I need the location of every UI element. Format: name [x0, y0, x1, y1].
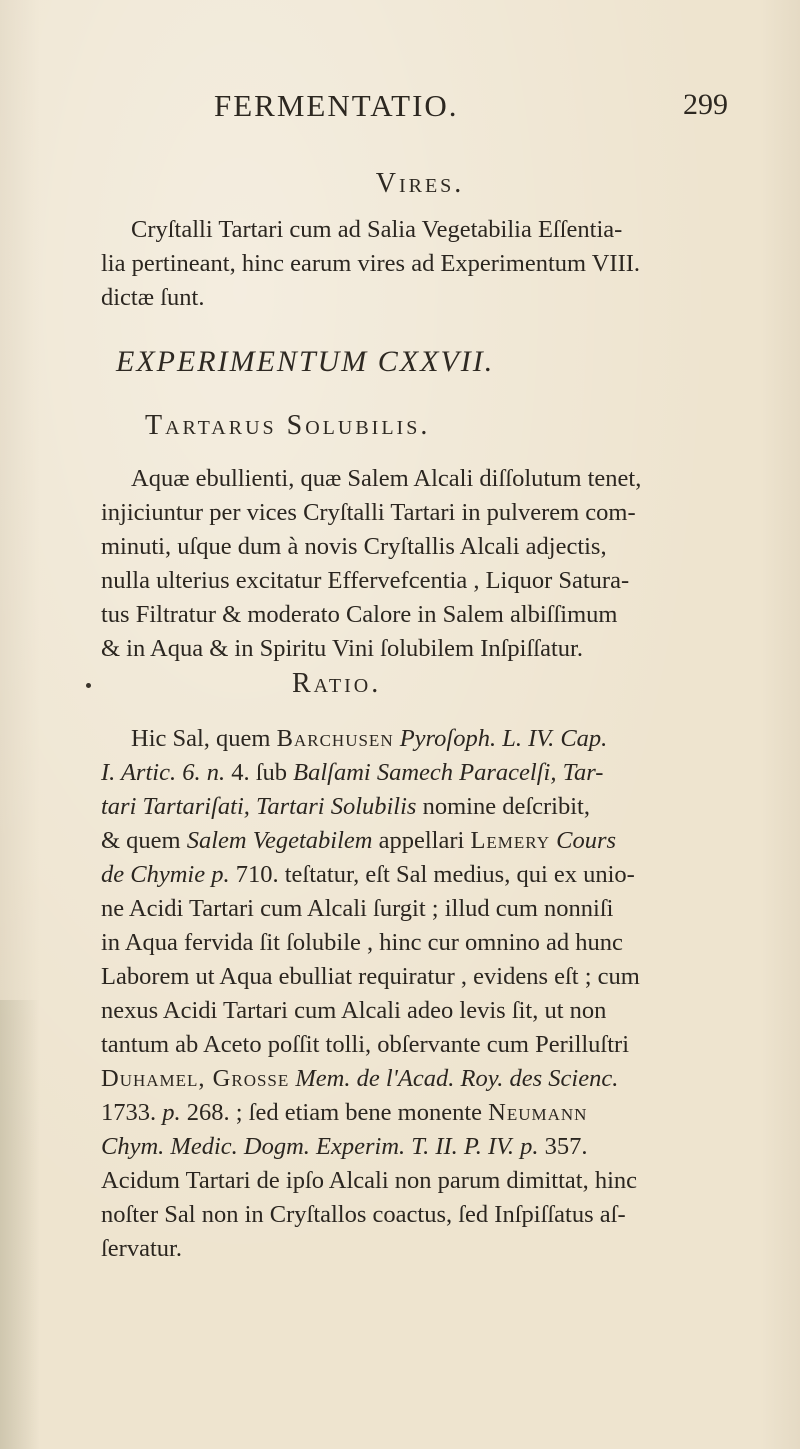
text-line: Cryſtalli Tartari cum ad Salia Vegetabilia Eſſentia-: [131, 216, 623, 243]
text-line: I. Artic. 6. n. 4. ſub Balſami Samech Paracelſi, Tar-: [101, 759, 604, 786]
text-line: Laborem ut Aqua ebulliat requiratur , evidens eſt ; cum: [101, 963, 640, 990]
text-line: ne Acidi Tartari cum Alcali ſurgit ; illud cum nonniſi: [101, 895, 614, 922]
text-line: nulla ulterius excitatur Effervefcentia , Liquor Satura-: [101, 567, 630, 594]
text-line: & in Aqua & in Spiritu Vini ſolubilem Inſpiſſatur.: [101, 635, 583, 662]
text-line: Duhamel, Grosse Mem. de l'Acad. Roy. des Scienc.: [101, 1065, 619, 1092]
text-line: Hic Sal, quem Barchusen Pyroſoph. L. IV. Cap.: [131, 725, 608, 752]
heading-vires: Vires.: [375, 168, 465, 199]
text-line: in Aqua fervida ſit ſolubile , hinc cur omnino ad hunc: [101, 929, 623, 956]
printer-mark: [86, 683, 91, 688]
text-line: 1733. p. 268. ; ſed etiam bene monente Neumann: [101, 1099, 588, 1126]
text-line: Acidum Tartari de ipſo Alcali non parum dimittat, hinc: [101, 1167, 638, 1194]
text-line: minuti, uſque dum à novis Cryſtallis Alcali adjectis,: [101, 533, 607, 560]
text-line: tari Tartariſati, Tartari Solubilis nomine deſcribit,: [101, 793, 590, 820]
running-head: [0, 88, 800, 128]
text-line: tantum ab Aceto poſſit tolli, obſervante cum Perilluſtri: [101, 1031, 630, 1058]
text-line: de Chymie p. 710. teſtatur, eſt Sal medius, qui ex unio-: [101, 861, 635, 888]
heading-ratio: Ratio.: [292, 668, 382, 699]
page-edge-stain: [0, 1000, 40, 1449]
text-line: tus Filtratur & moderato Calore in Salem albiſſimum: [101, 601, 618, 628]
page-number: 299: [683, 88, 728, 121]
text-line: dictæ ſunt.: [101, 284, 205, 311]
text-line: injiciuntur per vices Cryſtalli Tartari in pulverem com-: [101, 499, 636, 526]
text-line: ſervatur.: [101, 1235, 182, 1262]
paragraph-vires: [101, 213, 711, 315]
running-title: FERMENTATIO.: [214, 88, 459, 123]
text-line: noſter Sal non in Cryſtallos coactus, ſed Inſpiſſatus aſ-: [101, 1201, 626, 1228]
paragraph-ratio: [101, 722, 711, 1266]
text-line: & quem Salem Vegetabilem appellari Lemery Cours: [101, 827, 617, 854]
heading-tartarus-solubilis: Tartarus Solubilis.: [145, 410, 431, 441]
text-line: nexus Acidi Tartari cum Alcali adeo levis ſit, ut non: [101, 997, 607, 1024]
text-line: lia pertineant, hinc earum vires ad Experimentum VIII.: [101, 250, 641, 277]
paragraph-experimentum: [101, 462, 711, 666]
heading-experimentum: EXPERIMENTUM CXXVII.: [116, 345, 495, 378]
text-line: Chym. Medic. Dogm. Experim. T. II. P. IV. p. 357.: [101, 1133, 588, 1160]
text-line: Aquæ ebullienti, quæ Salem Alcali diſſolutum tenet,: [131, 465, 642, 492]
